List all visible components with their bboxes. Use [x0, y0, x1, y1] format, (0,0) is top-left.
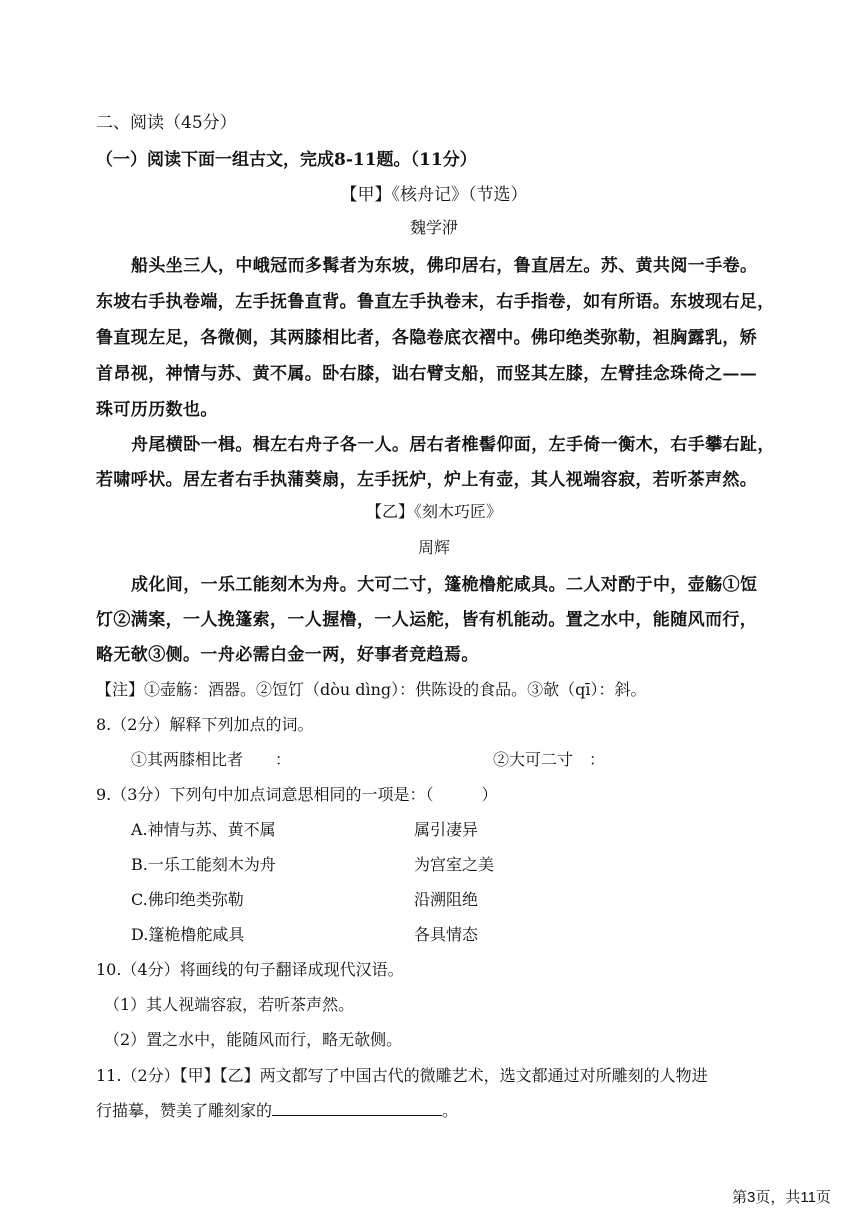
jia-p2-line-1: 舟尾横卧一楫。楫左右舟子各一人。居右者椎髻仰面，左手倚一衡木，右手攀右趾， [131, 435, 775, 455]
q9-option-d-right: 各具情态 [414, 925, 479, 944]
note: 【注】①壶觞：酒器。②饾饤（dòu dìng）：供陈设的食品。③欹（qī）：斜。 [96, 680, 647, 699]
q9-option-b-left: B.一乐工能刻木为舟 [131, 855, 276, 874]
q9-option-c-left: C.佛印绝类弥勒 [131, 890, 244, 909]
yi-p1-line-2: 饤②满案，一人挽篷索，一人握橹，一人运舵，皆有机能动。置之水中，能随风而行， [96, 610, 758, 630]
yi-p1-line-3: 略无欹③侧。一舟必需白金一两，好事者竞趋焉。 [96, 645, 479, 665]
jia-title: 【甲】《核舟记》（节选） [340, 185, 528, 205]
q8-stem: 8.（2分）解释下列加点的词。 [96, 715, 314, 734]
jia-p1-line-5: 珠可历历数也。 [96, 400, 218, 420]
q11-line-1: 11.（2分）【甲】【乙】两文都写了中国古代的微雕艺术，选文都通过对所雕刻的人物进 [96, 1066, 708, 1085]
jia-p1-line-1: 船头坐三人，中峨冠而多髯者为东坡，佛印居右，鲁直居左。苏、黄共阅一手卷。 [131, 256, 758, 276]
q11-line-2-suffix: 。 [442, 1101, 459, 1120]
jia-author: 魏学洢 [409, 218, 458, 237]
q8-item-b: ②大可二寸 ： [493, 750, 606, 769]
q9-option-a-left: A.神情与苏、黄不属 [131, 820, 276, 839]
q11-answer-blank[interactable] [272, 1101, 442, 1116]
q10-sentence-2: （2）置之水中，能随风而行，略无欹侧。 [104, 1030, 403, 1049]
q9-option-a-right: 属引凄异 [414, 820, 479, 839]
q11-line-2 [96, 1098, 458, 1121]
yi-title: 【乙】《刻木巧匠》 [365, 502, 502, 521]
jia-p1-line-3: 鲁直现左足，各微侧，其两膝相比者，各隐卷底衣褶中。佛印绝类弥勒，袒胸露乳，矫 [96, 328, 758, 348]
q9-option-d-left: D.篷桅橹舵咸具 [131, 925, 245, 944]
jia-p1-line-4: 首昂视，神情与苏、黄不属。卧右膝，诎右臂支船，而竖其左膝，左臂挂念珠倚之—— [96, 364, 758, 384]
q10-stem: 10.（4分）将画线的句子翻译成现代汉语。 [96, 960, 404, 979]
q8-item-a: ①其两膝相比者 ： [131, 750, 292, 769]
part1-heading: （一）阅读下面一组古文，完成8-11题。（11分） [96, 150, 477, 170]
jia-p1-line-2: 东坡右手执卷端，左手抚鲁直背。鲁直左手执卷末，右手指卷，如有所语。东坡现右足， [96, 292, 775, 312]
jia-p2-line-2: 若啸呼状。居左者右手执蒲葵扇，左手抚炉，炉上有壶，其人视端容寂，若听茶声然。 [96, 470, 758, 490]
yi-p1-line-1: 成化间，一乐工能刻木为舟。大可二寸，篷桅橹舵咸具。二人对酌于中，壶觞①饾 [131, 575, 758, 595]
q9-option-b-right: 为宫室之美 [414, 855, 495, 874]
q9-stem: 9.（3分）下列句中加点词意思相同的一项是：（ ） [96, 785, 498, 804]
yi-author: 周辉 [417, 538, 450, 557]
section-title: 二、阅读（45分） [96, 113, 237, 133]
page-number: 第3页，共11页 [732, 1189, 831, 1206]
q10-sentence-1: （1）其人视端容寂，若听茶声然。 [104, 995, 355, 1014]
q11-line-2-prefix: 行描摹，赞美了雕刻家的 [96, 1101, 273, 1120]
q9-option-c-right: 沿溯阻绝 [414, 890, 479, 909]
